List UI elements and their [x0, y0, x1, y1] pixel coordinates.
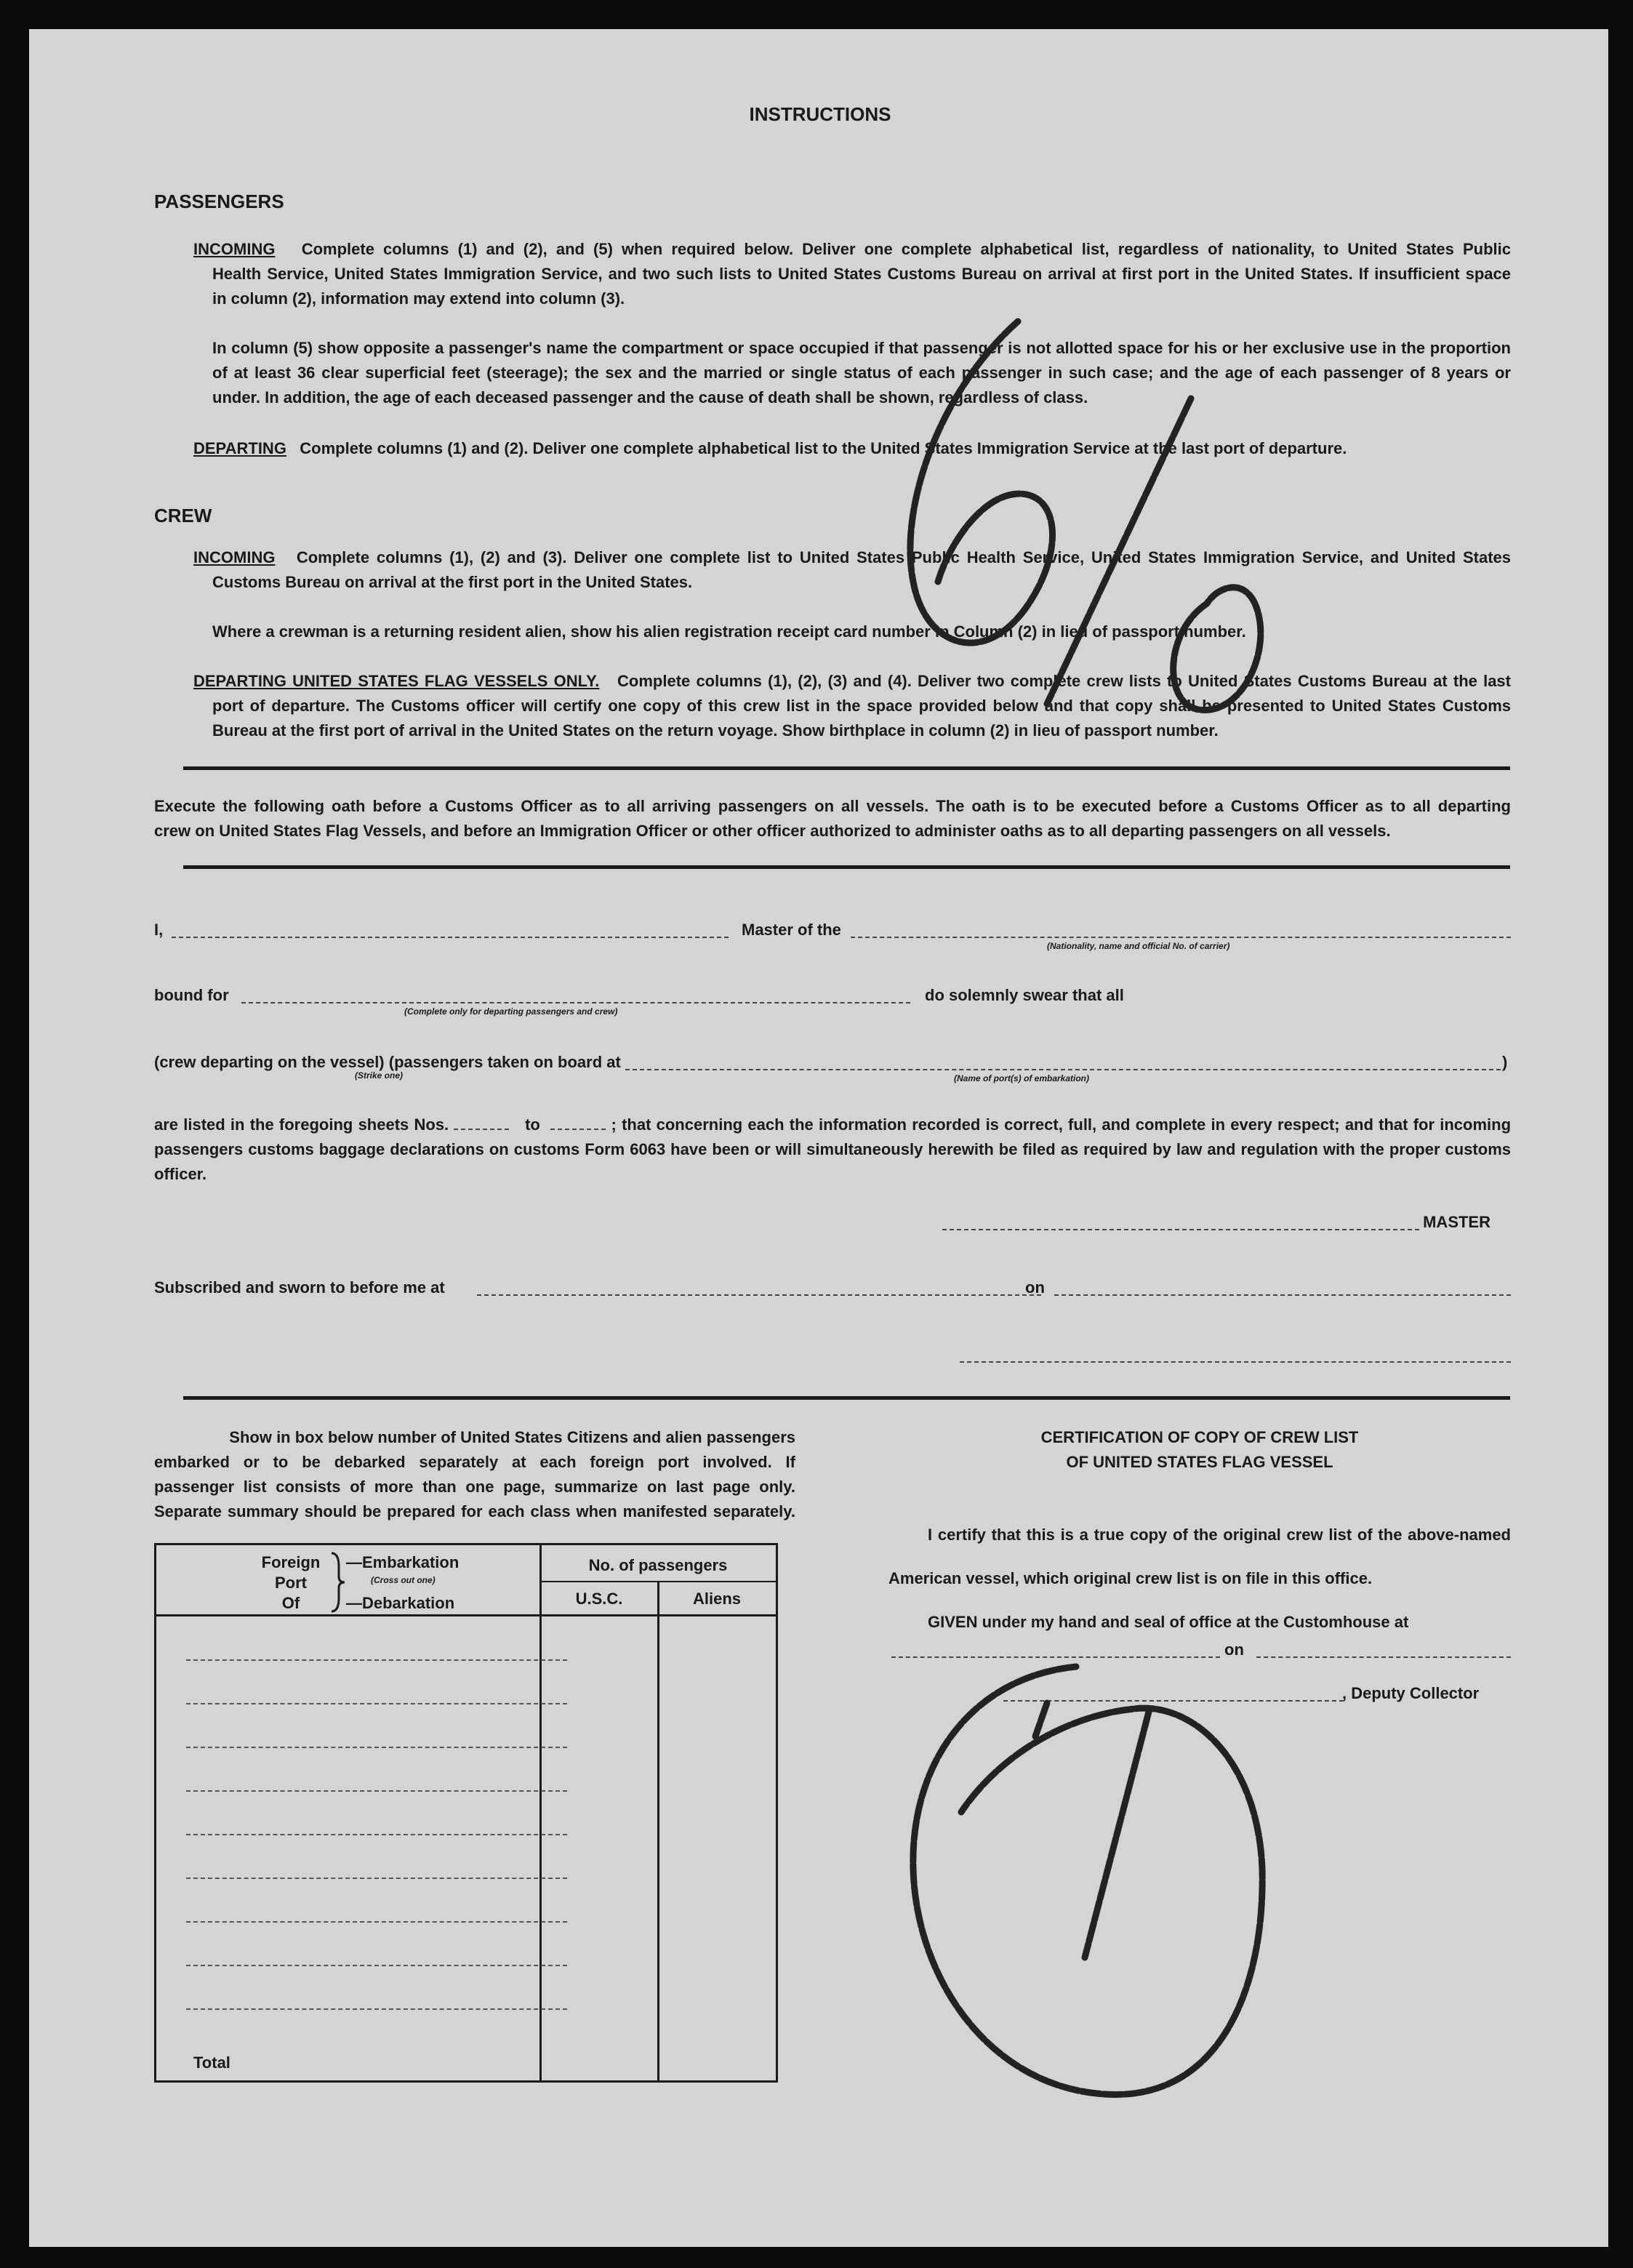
certification-title-1: CERTIFICATION OF COPY OF CREW LIST: [1040, 1428, 1359, 1446]
passengers-incoming-line3: in column (2), information may extend into column (3).: [212, 289, 625, 308]
aliens-header: Aliens: [692, 1590, 742, 1608]
listed-to-label: to: [525, 1115, 540, 1134]
listed-text: ; that concerning each the information recorded is correct, full, and complete in every respect; and that for incoming: [611, 1115, 1512, 1134]
handwritten-slash-top: [1047, 398, 1191, 704]
summary-line3: passenger list consists of more than one page, summarize on last page only.: [154, 1478, 795, 1496]
total-label: Total: [193, 2053, 230, 2072]
debarkation-label: —Debarkation: [346, 1594, 455, 1612]
deputy-collector-label: , Deputy Collector: [1342, 1684, 1480, 1702]
handwritten-zero-top: [910, 321, 1053, 643]
ports-note: (Name of port(s) of embarkation): [954, 1073, 1090, 1083]
oath-i-label: I,: [154, 921, 164, 939]
crew-heading: CREW: [154, 505, 212, 526]
certification-line2: American vessel, which original crew list is on file in this office.: [888, 1569, 1373, 1587]
subscribed-label: Subscribed and sworn to before me at: [154, 1278, 445, 1297]
crew-departing-text: (crew departing on the vessel) (passengers taken on board at: [154, 1053, 621, 1071]
summary-line1: Show in box below number of United States Citizens and alien passengers: [229, 1428, 795, 1446]
oath-intro-line1: Execute the following oath before a Customs Officer as to all arriving passengers on all vessels. The oath is to be executed before a Customs Officer as to all departing: [154, 797, 1511, 815]
passengers-col5-line3: under. In addition, the age of each deceased passenger and the cause of death shall be shown, regardless of class.: [212, 388, 1088, 406]
no-passengers-header: No. of passengers: [588, 1556, 728, 1574]
close-paren: ): [1502, 1053, 1508, 1071]
certification-on-label: on: [1224, 1640, 1244, 1659]
col-port: Port: [275, 1574, 307, 1592]
handwritten-marks: [29, 29, 1608, 2247]
master-of-label: Master of the: [742, 921, 841, 939]
handwritten-tick-bottom: [1035, 1703, 1047, 1736]
sworn-on-label: on: [1025, 1278, 1045, 1297]
listed-sheets-label: are listed in the foregoing sheets Nos.: [154, 1115, 449, 1134]
nationality-note: (Nationality, name and official No. of carrier): [1047, 941, 1230, 951]
strike-note: (Strike one): [355, 1070, 404, 1081]
passengers-incoming-line2: Health Service, United States Immigration Service, and two such lists to United States Customs Bureau on arrival at first port in the United States. If insufficient space: [212, 265, 1511, 283]
handwritten-small-zero: [1173, 588, 1261, 710]
passengers-col5-line2: of at least 36 clear superficial feet (steerage); the sex and the married or single status of each passenger in such case; and the age of each passenger of 8 years or: [212, 364, 1511, 382]
crew-departing-line1: Complete columns (1), (2), (3) and (4). Deliver two complete crew lists to United States Customs Bureau at the last: [617, 672, 1511, 690]
crew-alien-text: Where a crewman is a returning resident alien, show his alien registration receipt card number in Column (2) in lieu of passport number.: [212, 622, 1246, 641]
summary-line4: Separate summary should be prepared for each class when manifested separately.: [154, 1502, 795, 1520]
summary-line2: embarked or to be debarked separately at each foreign port involved. If: [154, 1453, 795, 1471]
master-signature-label: MASTER: [1423, 1213, 1490, 1231]
bound-for-note: (Complete only for departing passengers and crew): [404, 1006, 618, 1017]
embarkation-label: —Embarkation: [346, 1553, 460, 1571]
crew-departing-line3: Bureau at the first port of arrival in the United States on the return voyage. Show birthplace in column (2) in lieu of passport number.: [212, 721, 1219, 740]
bound-for-label: bound for: [154, 986, 229, 1004]
usc-header: U.S.C.: [575, 1590, 623, 1608]
listed-line2: passengers customs baggage declarations on customs Form 6063 have been or will simultaneously herewith be filed as required by law and regulation with the proper customs: [154, 1140, 1511, 1158]
passengers-departing-text: Complete columns (1) and (2). Deliver one complete alphabetical list to the United States Immigration Service at the last port of departure.: [300, 439, 1347, 457]
form-page: [29, 29, 1608, 2247]
passengers-col5-line1: In column (5) show opposite a passenger's name the compartment or space occupied if that passenger is not allotted space for his or her exclusive use in the proportion: [212, 339, 1511, 357]
certification-title-2: OF UNITED STATES FLAG VESSEL: [1066, 1453, 1333, 1471]
crew-incoming-line2: Customs Bureau on arrival at the first port in the United States.: [212, 573, 693, 591]
certification-line3: GIVEN under my hand and seal of office at the Customhouse at: [928, 1613, 1409, 1631]
crew-departing-label: DEPARTING UNITED STATES FLAG VESSELS ONLY.: [193, 672, 600, 690]
col-foreign: Foreign: [261, 1553, 321, 1571]
cross-note: (Cross out one): [371, 1575, 436, 1585]
crew-incoming-label: INCOMING: [193, 548, 276, 566]
passengers-incoming-label: INCOMING: [193, 240, 276, 258]
oath-intro-line2: crew on United States Flag Vessels, and before an Immigration Officer or other officer authorized to administer oaths as to all departing passengers on all vessels.: [154, 822, 1391, 840]
certification-line1: I certify that this is a true copy of the original crew list of the above-named: [928, 1526, 1511, 1544]
crew-departing-line2: port of departure. The Customs officer will certify one copy of this crew list in the space provided below and that copy shall be presented to United States Customs: [212, 697, 1511, 715]
listed-line3: officer.: [154, 1165, 207, 1183]
passengers-heading: PASSENGERS: [154, 191, 284, 212]
handwritten-zero-bottom: [913, 1667, 1262, 2094]
col-of: Of: [281, 1594, 300, 1612]
passengers-departing-label: DEPARTING: [193, 439, 286, 457]
swear-text: do solemnly swear that all: [925, 986, 1124, 1004]
crew-incoming-line1: Complete columns (1), (2) and (3). Deliver one complete list to United States Public Health Service, United States Immigration Service, and United States: [296, 548, 1511, 566]
handwritten-one-bottom: [1085, 1712, 1149, 1958]
page-title: INSTRUCTIONS: [749, 103, 891, 125]
passengers-incoming-line1: Complete columns (1) and (2), and (5) when required below. Deliver one complete alphabetical list, regardless of nationality, to United States Public: [301, 240, 1511, 258]
